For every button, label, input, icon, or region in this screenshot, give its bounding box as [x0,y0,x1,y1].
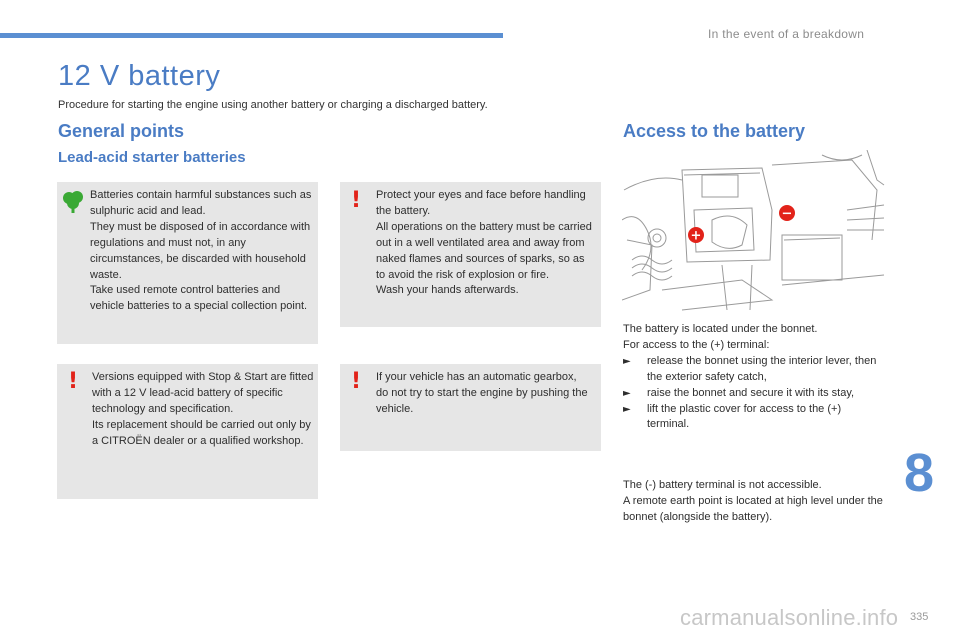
intro-line: For access to the (+) terminal: [623,338,770,351]
access-battery-heading: Access to the battery [623,121,806,141]
automatic-gearbox-text [376,370,591,418]
engine-bay-drawing [622,150,885,312]
page-subtitle: Procedure for starting the engine using another battery or charging a discharged battery. [58,99,488,111]
stop-start-line: Its replacement should be carried out only by a CITROËN dealer or a qualified workshop. [92,418,311,447]
stop-start-text [92,370,314,450]
protection-line: All operations on the battery must be carried out in a well ventilated area and away from naked flames and sources of sparks, so as to avoid the risk of explosion or fire. [376,220,592,281]
positive-terminal-icon: + [690,228,702,244]
step-text: release the bonnet using the interior lever, then the exterior safety catch, [647,354,877,383]
step-text: raise the bonnet and secure it with its stay, [647,386,855,399]
chapter-number: 8 [904,443,935,503]
protection-line: Protect your eyes and face before handling the battery. [376,189,586,217]
watermark: carmanualsonline.info [680,605,899,630]
automatic-gearbox-line: If your vehicle has an automatic gearbox, do not try to start the engine by pushing the vehicle. [376,371,588,415]
environment-line: They must be disposed of in accordance with regulations and must not, in any circumstances, be discarded with household waste. [90,220,311,281]
note-line: A remote earth point is located at high level under the bonnet (alongside the battery). [623,494,883,523]
lead-acid-heading: Lead-acid starter batteries [58,149,246,166]
bullet-arrow-icon: ► [623,387,631,399]
step-item [623,386,885,402]
environment-info-box [57,182,318,344]
automatic-gearbox-warning-box [340,364,601,451]
terminal-note [623,478,885,526]
step-text: lift the plastic cover for access to the (+) terminal. [647,402,842,431]
warning-icon: ! [68,369,79,394]
environment-line: Batteries contain harmful substances such as sulphuric acid and lead. [90,189,312,217]
stop-start-warning-box [57,364,318,499]
environment-text [90,188,312,315]
note-line: The (-) battery terminal is not accessible. [623,479,822,491]
intro-line: The battery is located under the bonnet. [623,323,818,335]
section-header: In the event of a breakdown [708,27,865,41]
engine-bay-illustration [622,150,885,312]
bullet-arrow-icon: ► [623,403,631,415]
bullet-arrow-icon: ► [623,355,631,367]
environment-line: Take used remote control batteries and vehicle batteries to a special collection point. [90,284,308,313]
battery-access-instructions [623,322,885,433]
general-points-heading: General points [58,121,185,141]
step-item [623,402,885,434]
stop-start-line: Versions equipped with Stop & Start are fitted with a 12 V lead-acid battery of specific technology and specification. [92,371,314,415]
step-item [623,354,885,386]
negative-terminal-icon: − [781,206,793,222]
page-number: 335 [910,611,929,623]
protection-warning-box [340,182,601,327]
warning-icon: ! [351,369,362,394]
header-bar [0,33,503,38]
protection-line: Wash your hands afterwards. [376,284,519,297]
environment-tree-icon [62,189,84,213]
protection-text [376,188,596,299]
page-title: 12 V battery [58,60,221,92]
warning-icon: ! [351,188,362,213]
